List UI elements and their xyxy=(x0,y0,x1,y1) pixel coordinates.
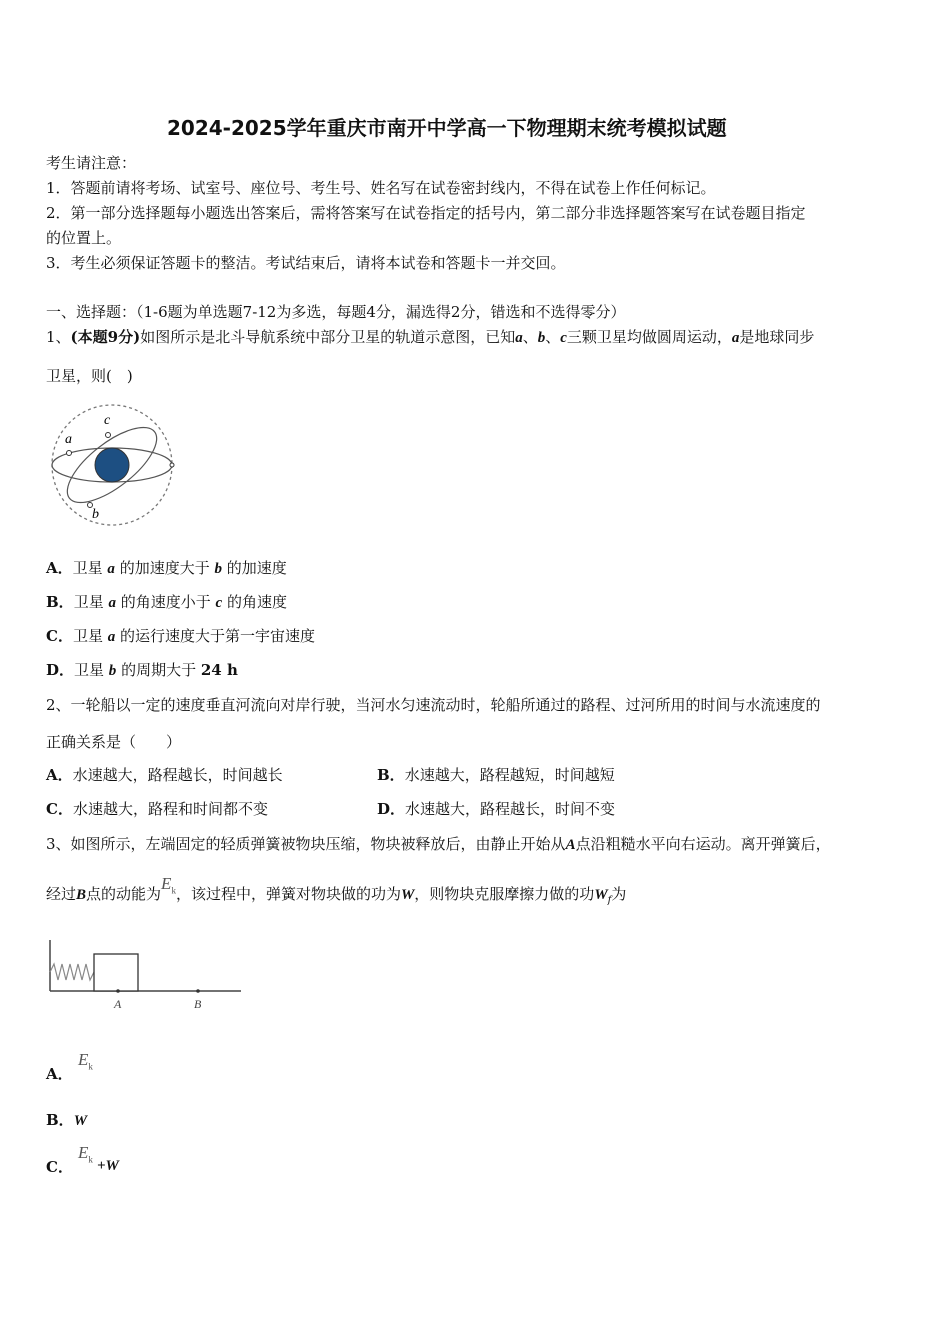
q1-option-b xyxy=(46,591,287,612)
q3-stem-line1 xyxy=(46,833,831,854)
option-text: 水速越大，路程越长，时间越长 xyxy=(72,766,283,784)
ek-letter: E xyxy=(78,1143,89,1162)
q1-text: 是地球同步 xyxy=(739,328,815,346)
label-c: c xyxy=(104,413,111,428)
label-B: B xyxy=(194,997,202,1011)
option-var: b xyxy=(214,561,222,577)
notice-item-2: 2．第一部分选择题每小题选出答案后，需将答案写在试卷指定的括号内，第二部分非选择题答案写在试卷题目指定 xyxy=(46,204,806,222)
q1-option-a xyxy=(46,557,287,578)
q2-option-b xyxy=(377,764,615,785)
option-letter: D． xyxy=(46,661,75,679)
q2-stem-line2: 正确关系是（ ） xyxy=(46,733,182,751)
q1-stem-line1 xyxy=(46,326,814,347)
q3-var-Wf: W xyxy=(594,887,608,903)
q1-option-d xyxy=(46,659,238,680)
ek-subscript: k xyxy=(88,1154,93,1165)
satellite-a xyxy=(67,451,72,456)
option-text: 的周期大于 xyxy=(116,661,201,679)
q1-sep: 、 xyxy=(545,328,561,346)
q3-text: 为 xyxy=(611,885,627,903)
label-A: A xyxy=(114,997,122,1011)
notice-heading: 考生请注意： xyxy=(46,154,137,172)
option-letter: C． xyxy=(46,800,73,818)
q1-number: 1、 xyxy=(46,328,71,346)
option-value: 24 h xyxy=(200,661,238,679)
option-letter: A． xyxy=(46,766,73,784)
q1-text: 三颗卫星均做圆周运动， xyxy=(566,328,732,346)
label-a: a xyxy=(65,432,72,447)
option-var: c xyxy=(215,595,223,611)
q2-option-a xyxy=(46,764,283,785)
q3-stem-line2 xyxy=(46,874,627,906)
option-text: 水速越大，路程和时间都不变 xyxy=(72,800,268,818)
q3-text: 点的动能为 xyxy=(86,885,162,903)
q3-option-c xyxy=(46,1156,73,1177)
option-var: a xyxy=(107,629,116,645)
q3-text: ，则物块克服摩擦力做的功 xyxy=(414,885,595,903)
q3-text: ，该过程中，弹簧对物块做的功为 xyxy=(175,885,401,903)
notice-item-3: 3．考生必须保证答题卡的整洁。考试结束后，请将本试卷和答题卡一并交回。 xyxy=(46,254,566,272)
option-text: 卫星 xyxy=(72,627,108,645)
ek-symbol xyxy=(161,874,176,896)
q3-option-c-ek xyxy=(78,1143,93,1164)
option-text: 卫星 xyxy=(74,661,109,679)
option-text: 水速越大，路程越短，时间越短 xyxy=(404,766,615,784)
satellite-orbit-figure xyxy=(48,402,178,530)
q1-points: (本题9分) xyxy=(70,328,141,346)
ek-subscript: k xyxy=(88,1061,93,1072)
notice-item-2-cont: 的位置上。 xyxy=(46,229,122,247)
option-letter: C． xyxy=(46,627,73,645)
option-letter: B． xyxy=(46,1111,74,1129)
option-text: 水速越大，路程越长，时间不变 xyxy=(405,800,616,818)
option-var: a xyxy=(107,561,115,577)
ek-letter: E xyxy=(78,1050,89,1069)
q2-stem-line1: 2、一轮船以一定的速度垂直河流向对岸行驶，当河水匀速流动时，轮船所通过的路程、过河所用的时间与水流速度的 xyxy=(46,696,821,714)
q1-var-c: c xyxy=(560,330,567,346)
option-text: 的运行速度大于第一宇宙速度 xyxy=(115,627,316,645)
q1-sep: 、 xyxy=(522,328,538,346)
q3-text: 点沿粗糙水平向右运动。离开弹簧后， xyxy=(575,835,831,853)
option-letter: B． xyxy=(46,593,74,611)
block xyxy=(94,954,138,991)
option-text: 的加速度 xyxy=(221,559,287,577)
point-A xyxy=(116,989,120,993)
earth xyxy=(95,448,129,482)
label-b: b xyxy=(92,507,99,522)
q1-stem-line2: 卫星，则( ) xyxy=(46,367,133,385)
q1-text: 如图所示是北斗导航系统中部分卫星的轨道示意图，已知 xyxy=(140,328,516,346)
q3-text: 经过 xyxy=(46,885,77,903)
q1-var-a: a xyxy=(731,330,740,346)
q3-option-a xyxy=(46,1063,73,1084)
spring-block-figure xyxy=(46,936,244,1012)
q2-option-c xyxy=(46,798,268,819)
wf-subscript: f xyxy=(607,895,612,906)
compressed-spring xyxy=(50,964,94,980)
option-var: +W xyxy=(97,1158,119,1174)
option-letter: B． xyxy=(377,766,405,784)
option-text: 卫星 xyxy=(72,559,108,577)
option-var: a xyxy=(108,595,116,611)
option-letter: A． xyxy=(46,559,73,577)
q3-var-B: B xyxy=(76,887,87,903)
q3-var-W: W xyxy=(400,887,415,903)
option-var: b xyxy=(108,663,117,679)
q3-var-A: A xyxy=(565,837,576,853)
q2-option-d xyxy=(377,798,615,819)
q3-option-c-tail xyxy=(97,1156,119,1175)
option-var: W xyxy=(73,1113,88,1129)
option-text: 的角速度 xyxy=(222,593,287,611)
option-letter: C． xyxy=(46,1158,73,1176)
q1-var-a: a xyxy=(515,330,523,346)
option-letter: A． xyxy=(46,1065,73,1083)
notice-item-1: 1．答题前请将考场、试室号、座位号、考生号、姓名写在试卷密封线内，不得在试卷上作任何标记。 xyxy=(46,179,716,197)
point-B xyxy=(196,989,200,993)
q3-text: 3、如图所示，左端固定的轻质弹簧被物块压缩，物块被释放后，由静止开始从 xyxy=(46,835,566,853)
orbit-node xyxy=(170,463,174,467)
option-letter: D． xyxy=(377,800,406,818)
satellite-c xyxy=(106,433,111,438)
option-text: 的角速度小于 xyxy=(115,593,216,611)
page-title: 2024-2025学年重庆市南开中学高一下物理期末统考模拟试题 xyxy=(167,116,727,140)
ek-subscript: k xyxy=(171,885,176,896)
option-text: 卫星 xyxy=(73,593,109,611)
q1-var-b: b xyxy=(537,330,546,346)
ek-letter: E xyxy=(161,874,172,893)
section-heading: 一、选择题：（1-6题为单选题7-12为多选，每题4分，漏选得2分，错选和不选得零分） xyxy=(46,303,626,321)
q3-option-b xyxy=(46,1109,87,1130)
q1-option-c xyxy=(46,625,315,646)
option-text: 的加速度大于 xyxy=(114,559,215,577)
q3-option-a-ek xyxy=(78,1050,93,1071)
